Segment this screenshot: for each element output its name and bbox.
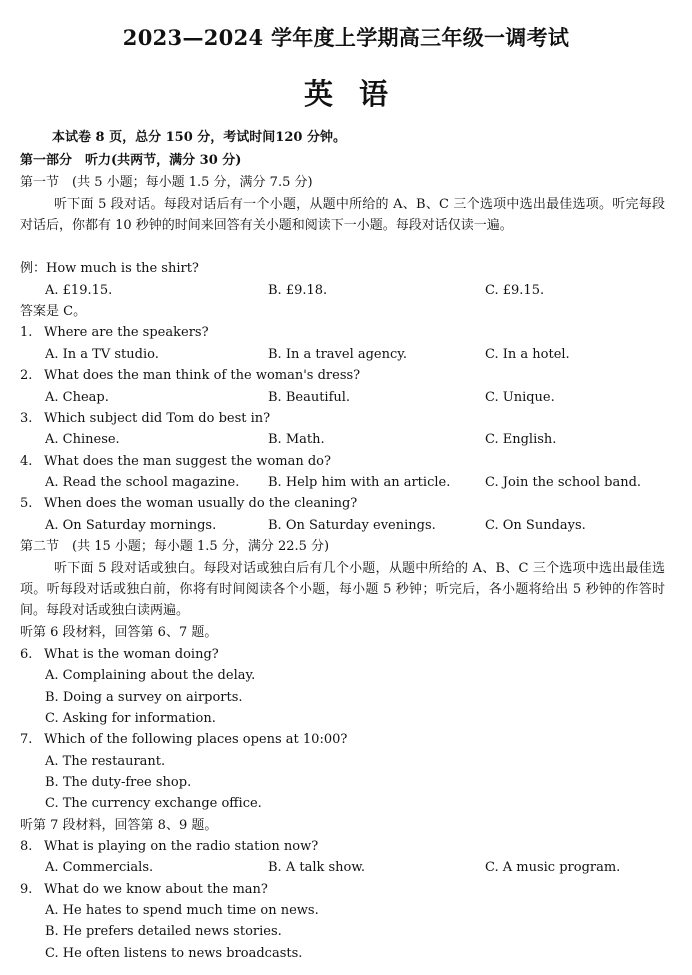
question-text: Which of the following places opens at 10:00? — [44, 732, 348, 747]
q1-option-a: A. In a TV studio. — [45, 347, 159, 362]
q7-option-b: B. The duty-free shop. — [45, 775, 192, 790]
question-1 — [20, 323, 209, 343]
q8-option-a: A. Commercials. — [45, 860, 154, 875]
q5-option-a: A. On Saturday mornings. — [45, 518, 217, 533]
section2-instructions: 听下面 5 段对话或独白。每段对话或独白后有几个小题，从题中所给的 A、B、C 三个选项中选出最佳选项。听每段对话或独白前，你将有时间阅读各个小题，每小题 5 秒钟；听完后，各小题将给出 5 秒钟的作答时间。每段对话或独白读两遍。 — [20, 561, 665, 618]
question-number: 5. — [20, 496, 33, 511]
question-number: 2. — [20, 368, 33, 383]
example-answer: 答案是 C。 — [20, 304, 87, 319]
q9-option-b: B. He prefers detailed news stories. — [45, 924, 282, 939]
question-number: 7. — [20, 732, 33, 747]
q6-option-a: A. Complaining about the delay. — [45, 668, 256, 683]
question-8 — [20, 837, 318, 857]
question-text: When does the woman usually do the cleaning? — [44, 496, 358, 511]
exam-intro: 本试卷 8 页，总分 150 分，考试时间120 分钟。 — [52, 130, 346, 145]
question-text: Which subject did Tom do best in? — [44, 411, 271, 426]
question-5 — [20, 494, 357, 514]
question-7 — [20, 730, 347, 750]
q3-option-c: C. English. — [485, 432, 557, 447]
question-text: What is the woman doing? — [44, 647, 219, 662]
q2-option-a: A. Cheap. — [45, 390, 109, 405]
q7-option-a: A. The restaurant. — [45, 754, 166, 769]
question-number: 8. — [20, 839, 33, 854]
material-7-heading: 听第 7 段材料，回答第 8、9 题。 — [20, 818, 218, 833]
exam-title: 2023—2024 学年度上学期高三年级一调考试 — [122, 25, 570, 50]
example-option-c: C. £9.15. — [485, 283, 545, 298]
section2-heading: 第二节 (共 15 小题；每小题 1.5 分，满分 22.5 分) — [20, 539, 330, 554]
question-3 — [20, 409, 270, 429]
q3-option-b: B. Math. — [268, 432, 325, 447]
q5-option-b: B. On Saturday evenings. — [268, 518, 436, 533]
q1-option-b: B. In a travel agency. — [268, 347, 408, 362]
example-option-a: A. £19.15. — [45, 283, 113, 298]
section1-instructions: 听下面 5 段对话。每段对话后有一个小题，从题中所给的 A、B、C 三个选项中选出最佳选项。听完每段对话后，你都有 10 秒钟的时间来回答有关小题和阅读下一小题。每段对话仅读一遍。 — [20, 197, 665, 233]
question-6 — [20, 645, 219, 665]
question-text: Where are the speakers? — [44, 325, 209, 340]
subject-title: 英语 — [303, 77, 414, 111]
part1-heading: 第一部分 听力(共两节，满分 30 分) — [20, 153, 242, 168]
question-text: What does the man think of the woman's dress? — [44, 368, 361, 383]
question-number: 1. — [20, 325, 33, 340]
q8-option-b: B. A talk show. — [268, 860, 366, 875]
question-number: 9. — [20, 882, 33, 897]
q1-option-c: C. In a hotel. — [485, 347, 570, 362]
q3-option-a: A. Chinese. — [45, 432, 120, 447]
q6-option-c: C. Asking for information. — [45, 711, 216, 726]
q4-option-a: A. Read the school magazine. — [45, 475, 240, 490]
question-4 — [20, 452, 331, 472]
question-text: What do we know about the man? — [44, 882, 268, 897]
q6-option-b: B. Doing a survey on airports. — [45, 690, 243, 705]
material-6-heading: 听第 6 段材料，回答第 6、7 题。 — [20, 625, 218, 640]
q8-option-c: C. A music program. — [485, 860, 621, 875]
question-number: 6. — [20, 647, 33, 662]
q9-option-c: C. He often listens to news broadcasts. — [45, 946, 303, 961]
example-option-b: B. £9.18. — [268, 283, 328, 298]
question-9 — [20, 880, 268, 900]
question-number: 4. — [20, 454, 33, 469]
q5-option-c: C. On Sundays. — [485, 518, 586, 533]
section1-heading: 第一节 (共 5 小题；每小题 1.5 分，满分 7.5 分) — [20, 175, 313, 190]
question-number: 3. — [20, 411, 33, 426]
q4-option-c: C. Join the school band. — [485, 475, 642, 490]
q4-option-b: B. Help him with an article. — [268, 475, 451, 490]
q2-option-c: C. Unique. — [485, 390, 555, 405]
q9-option-a: A. He hates to spend much time on news. — [45, 903, 319, 918]
q2-option-b: B. Beautiful. — [268, 390, 351, 405]
q7-option-c: C. The currency exchange office. — [45, 796, 262, 811]
question-2 — [20, 366, 360, 386]
example-question: 例：How much is the shirt? — [20, 261, 199, 276]
question-text: What does the man suggest the woman do? — [44, 454, 331, 469]
question-text: What is playing on the radio station now? — [44, 839, 319, 854]
